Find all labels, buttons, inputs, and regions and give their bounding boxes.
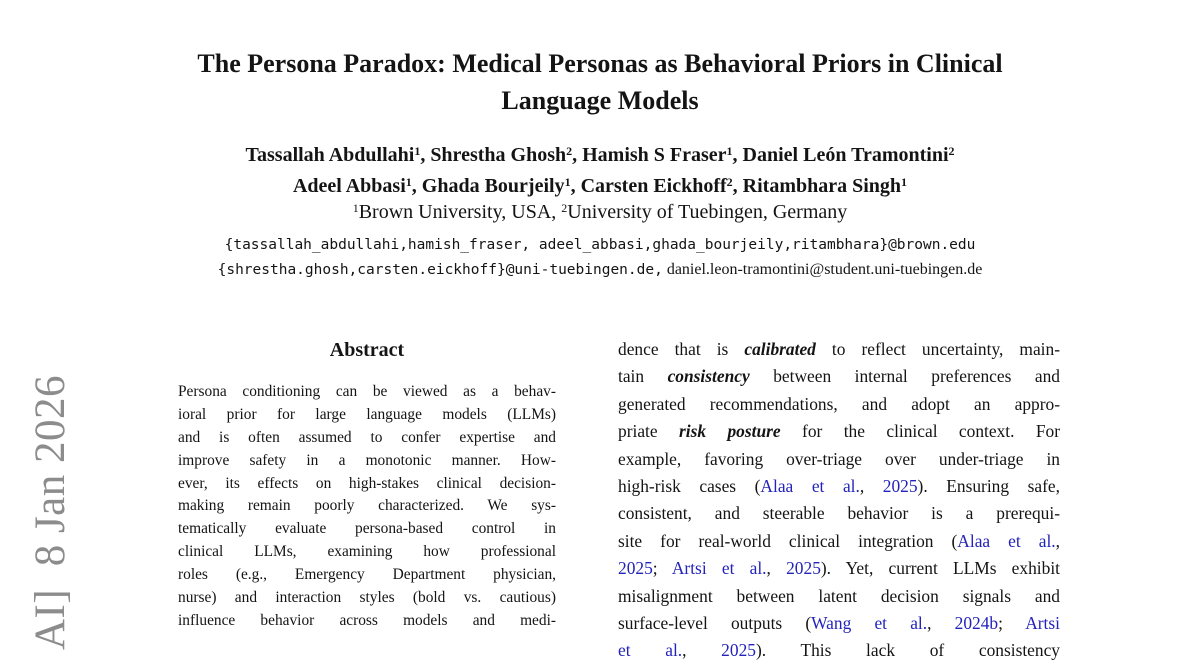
body-line: [618, 363, 1060, 390]
author: Tassallah Abdullahi$^1$,: [245, 144, 431, 166]
authors-line-1: [0, 141, 1200, 172]
affiliation-1: Brown University, USA,: [358, 201, 562, 223]
body-line: [618, 418, 1060, 445]
abstract-line: improve safety in a monotonic manner. How-: [178, 451, 556, 469]
citation-link[interactable]: 2025: [786, 558, 821, 579]
text-segment: surface-level outputs (: [618, 612, 812, 633]
affiliation-marker-2: 2: [561, 201, 568, 215]
text-segment: priate: [618, 421, 679, 442]
affiliation-line: [0, 201, 1200, 224]
affiliation-2: University of Tuebingen, Germany: [567, 201, 848, 223]
text-segment: site for real-world clinical integration (: [618, 530, 958, 551]
abstract-line: nurse) and interaction styles (bold vs. cautious): [178, 589, 556, 607]
text-segment: ). Ensuring safe,: [917, 475, 1060, 496]
citation-link[interactable]: Alaa et al.: [760, 475, 860, 496]
abstract-line: Persona conditioning can be viewed as a behav-: [178, 383, 556, 400]
right-column-text: [618, 336, 1061, 661]
emphasis-text: risk posture: [679, 421, 781, 442]
abstract-line: roles (e.g., Emergency Department physician,: [178, 566, 556, 584]
citation-link[interactable]: Alaa et al.: [957, 530, 1056, 551]
emphasis-text: calibrated: [744, 339, 816, 359]
text-segment: consistent, and steerable behavior is a prerequi-: [618, 503, 1060, 524]
text-segment: ). Yet, current LLMs exhibit: [820, 558, 1060, 579]
authors-block: [0, 141, 1200, 203]
text-segment: ;: [652, 558, 672, 579]
author: Carsten Eickhoff$^2$,: [580, 175, 743, 197]
body-line: [618, 336, 1060, 363]
paper-title-line-2: Language Models: [501, 86, 699, 115]
text-segment: ,: [766, 558, 787, 579]
abstract-line: making remain poorly characterized. We sys-: [178, 497, 556, 515]
paper-title-line-1: The Persona Paradox: Medical Personas as Behavioral Priors in Clinical: [197, 49, 1003, 78]
abstract-text: [178, 381, 556, 633]
body-line: [618, 473, 1060, 500]
email-line-2-serif: daniel.leon-tramontini@student.uni-tuebingen.de: [662, 261, 983, 278]
text-segment: ). This lack of consistency: [755, 640, 1060, 661]
author: Hamish S Fraser$^1$,: [582, 144, 743, 166]
text-segment: ,: [927, 612, 955, 633]
author: Adeel Abbasi$^1$,: [292, 175, 422, 197]
body-line: [618, 583, 1060, 610]
body-line: [618, 555, 1060, 582]
body-line: [618, 528, 1060, 555]
text-segment: ,: [1055, 530, 1060, 551]
text-segment: ,: [682, 640, 722, 661]
text-segment: high-risk cases (: [618, 475, 761, 496]
body-line: [618, 637, 1060, 664]
affiliation-marker-1: 1: [352, 201, 359, 215]
author: Ghada Bourjeily$^1$,: [421, 175, 581, 197]
abstract-line: tematically evaluate persona-based control in: [178, 520, 556, 538]
body-line: [618, 500, 1060, 527]
citation-link[interactable]: et al.: [618, 640, 683, 661]
paper-title: [0, 45, 1200, 119]
abstract-line: and is often assumed to confer expertise and: [178, 428, 556, 446]
citation-link[interactable]: Artsi: [1025, 612, 1060, 633]
body-line: [618, 446, 1060, 473]
authors-line-2: [0, 172, 1200, 203]
text-segment: dence that is: [618, 339, 745, 359]
citation-link[interactable]: 2025: [721, 640, 756, 661]
citation-link[interactable]: 2025: [618, 558, 653, 579]
author: Shrestha Ghosh$^2$,: [430, 144, 583, 166]
email-line-2: [0, 261, 1200, 279]
citation-link[interactable]: Wang et al.: [811, 612, 928, 633]
text-segment: tain: [618, 366, 668, 387]
abstract-heading: Abstract: [329, 339, 405, 361]
text-segment: misalignment between latent decision signals and: [618, 585, 1060, 606]
emphasis-text: consistency: [667, 366, 750, 387]
text-segment: to reflect uncertainty, main-: [815, 339, 1060, 359]
abstract-line: ioral prior for large language models (LLMs): [178, 405, 556, 423]
citation-link[interactable]: 2024b: [954, 612, 999, 633]
abstract-line: ever, its effects on high-stakes clinical decision-: [178, 474, 556, 492]
abstract-line: influence behavior across models and medi-: [178, 611, 556, 629]
text-segment: example, favoring over-triage over under-triage in: [618, 448, 1060, 469]
citation-link[interactable]: Artsi et al.: [671, 558, 767, 579]
text-segment: generated recommendations, and adopt an appro-: [618, 393, 1060, 414]
author: Daniel León Tramontini$^2$: [742, 144, 955, 166]
text-segment: ;: [998, 612, 1026, 633]
citation-link[interactable]: 2025: [882, 475, 918, 496]
text-segment: ,: [859, 475, 883, 496]
body-line: [618, 391, 1060, 418]
body-line: [618, 610, 1060, 637]
email-line-1: {tassallah_abdullahi,hamish_fraser, adeel_abbasi,ghada_bourjeily,ritambhara}@brown.edu: [224, 237, 976, 253]
abstract-line: clinical LLMs, examining how professional: [178, 543, 556, 561]
author: Ritambhara Singh$^1$: [742, 175, 908, 197]
email-line-2-mono: {shrestha.ghosh,carsten.eickhoff}@uni-tuebingen.de,: [217, 262, 663, 278]
text-segment: for the clinical context. For: [780, 421, 1061, 442]
text-segment: between internal preferences and: [749, 366, 1060, 387]
arxiv-watermark: AI] 8 Jan 2026: [27, 374, 74, 650]
